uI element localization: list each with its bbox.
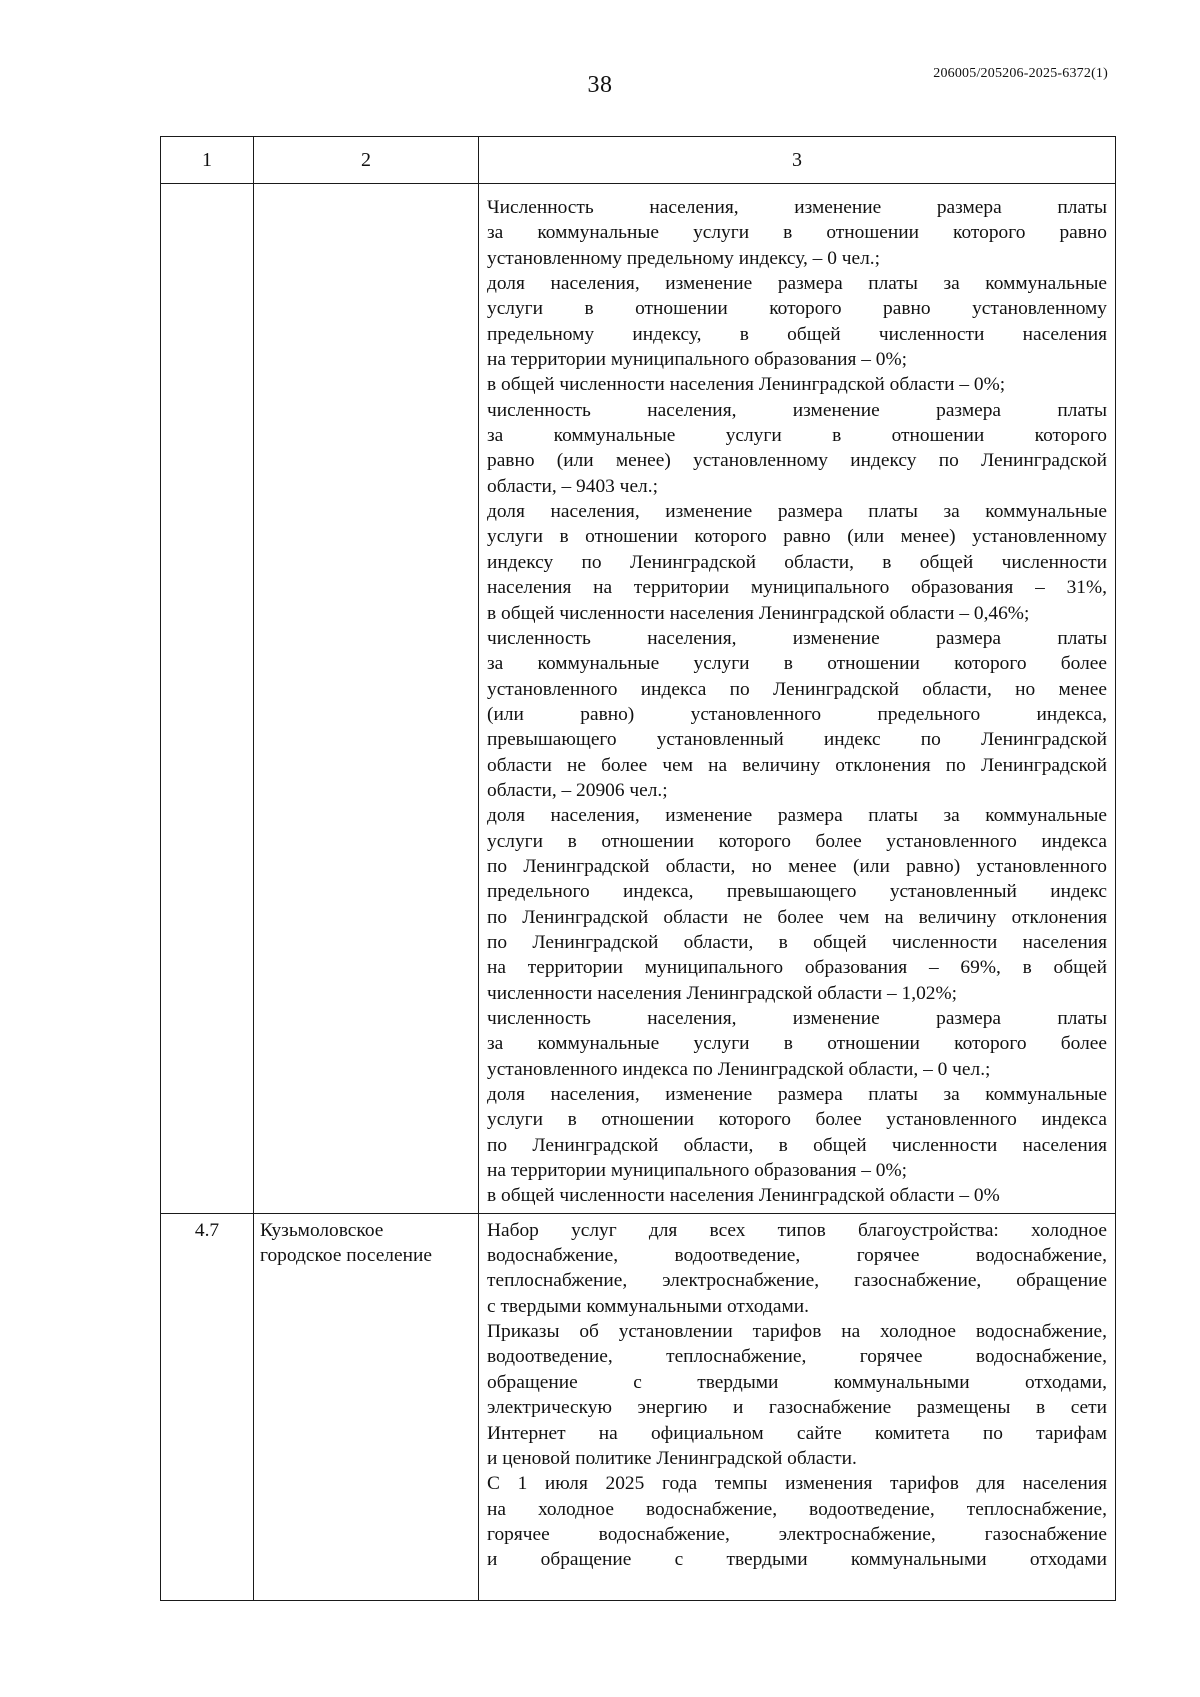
text-line: области, – 20906 чел.; xyxy=(487,779,668,801)
text-line: Приказы об установлении тарифов на холодное водоснабжение, xyxy=(487,1321,1107,1343)
table-row xyxy=(161,1213,1116,1600)
text-line: доля населения, изменение размера платы за коммунальные xyxy=(487,1084,1107,1106)
text-line: предельному индексу, в общей численности населения xyxy=(487,323,1107,345)
text-line: на территории муниципального образования – 0%; xyxy=(487,1160,908,1182)
text-line: Интернет на официальном сайте комитета по тарифам xyxy=(487,1422,1107,1444)
table-header-row xyxy=(161,137,1116,184)
municipality-name-line: Кузьмоловское xyxy=(260,1219,384,1241)
municipality-name-line: городское поселение xyxy=(260,1245,432,1267)
text-line: предельного индекса, превышающего установленный индекс xyxy=(487,881,1107,903)
text-line: водоотведение, теплоснабжение, горячее водоснабжение, xyxy=(487,1346,1107,1368)
text-line: и ценовой политике Ленинградской области. xyxy=(487,1447,857,1469)
text-line: численности населения Ленинградской области – 1,02%; xyxy=(487,982,958,1004)
page-number: 38 xyxy=(587,72,613,98)
municipality-name-cell xyxy=(254,1213,479,1600)
column-header-3: 3 xyxy=(479,137,1116,184)
column-header-1: 1 xyxy=(161,137,254,184)
text-line: превышающего установленный индекс по Ленинградской xyxy=(487,729,1107,751)
tariff-table xyxy=(160,136,1116,1601)
table-row xyxy=(161,184,1116,1214)
text-line: доля населения, изменение размера платы за коммунальные xyxy=(487,805,1107,827)
indicator-text-cell xyxy=(479,184,1116,1214)
text-line: в общей численности населения Ленинградской области – 0% xyxy=(487,1185,1000,1207)
text-line: горячее водоснабжение, электроснабжение, газоснабжение xyxy=(487,1523,1107,1545)
text-line: с твердыми коммунальными отходами. xyxy=(487,1295,809,1317)
text-line: населения на территории муниципального образования – 31%, xyxy=(487,577,1107,599)
text-line: численность населения, изменение размера платы xyxy=(487,1008,1107,1029)
text-line: области, – 9403 чел.; xyxy=(487,475,658,497)
text-line: и обращение с твердыми коммунальными отходами xyxy=(487,1549,1107,1571)
text-line: электрическую энергию и газоснабжение размещены в сети xyxy=(487,1397,1107,1419)
text-line: С 1 июля 2025 года темпы изменения тарифов для населения xyxy=(487,1473,1107,1495)
text-line: в общей численности населения Ленинградской области – 0%; xyxy=(487,374,1006,396)
text-line: теплоснабжение, электроснабжение, газоснабжение, обращение xyxy=(487,1270,1107,1292)
text-line: по Ленинградской области, в общей численности населения xyxy=(487,931,1107,953)
text-line: доля населения, изменение размера платы за коммунальные xyxy=(487,501,1107,523)
text-line: (или равно) установленного предельного индекса, xyxy=(487,703,1107,725)
text-line: водоснабжение, водоотведение, горячее водоснабжение, xyxy=(487,1245,1107,1267)
text-line: Численность населения, изменение размера платы xyxy=(487,197,1107,218)
municipality-name-cell xyxy=(254,184,479,1214)
text-line: за коммунальные услуги в отношении которого равно xyxy=(487,222,1107,244)
text-line: за коммунальные услуги в отношении которого более xyxy=(487,1033,1107,1055)
text-line: доля населения, изменение размера платы за коммунальные xyxy=(487,273,1107,295)
text-line: услуги в отношении которого равно установленному xyxy=(487,298,1107,320)
row-number-cell xyxy=(161,184,254,1214)
row-number-cell: 4.7 xyxy=(161,1213,254,1600)
text-line: по Ленинградской области не более чем на величину отклонения xyxy=(487,906,1107,928)
text-line: за коммунальные услуги в отношении которого xyxy=(487,425,1107,447)
text-line: установленного индекса по Ленинградской области, – 0 чел.; xyxy=(487,1058,991,1080)
text-line: Набор услуг для всех типов благоустройства: холодное xyxy=(487,1219,1107,1241)
text-line: индексу по Ленинградской области, в общей численности xyxy=(487,551,1107,573)
tariff-description-cell xyxy=(479,1213,1116,1600)
text-line: на холодное водоснабжение, водоотведение, теплоснабжение, xyxy=(487,1498,1107,1520)
text-line: по Ленинградской области, но менее (или равно) установленного xyxy=(487,855,1107,877)
text-line: по Ленинградской области, в общей численности населения xyxy=(487,1134,1107,1156)
text-line: за коммунальные услуги в отношении которого более xyxy=(487,653,1107,675)
text-line: равно (или менее) установленному индексу по Ленинградской xyxy=(487,450,1107,472)
text-line: численность населения, изменение размера платы xyxy=(487,399,1107,421)
text-line: услуги в отношении которого более установленного индекса xyxy=(487,1109,1107,1131)
text-line: услуги в отношении которого равно (или менее) установленному xyxy=(487,526,1107,548)
document-code: 206005/205206-2025-6372(1) xyxy=(933,66,1108,81)
text-line: на территории муниципального образования – 0%; xyxy=(487,349,908,371)
text-line: обращение с твердыми коммунальными отходами, xyxy=(487,1371,1107,1393)
column-header-2: 2 xyxy=(254,137,479,184)
text-line: численность населения, изменение размера платы xyxy=(487,627,1107,649)
text-line: услуги в отношении которого более установленного индекса xyxy=(487,830,1107,852)
text-line: области не более чем на величину отклонения по Ленинградской xyxy=(487,754,1107,776)
text-line: установленного индекса по Ленинградской области, но менее xyxy=(487,678,1107,700)
text-line: установленному предельному индексу, – 0 чел.; xyxy=(487,247,881,269)
text-line: на территории муниципального образования – 69%, в общей xyxy=(487,957,1107,979)
text-line: в общей численности населения Ленинградской области – 0,46%; xyxy=(487,602,1030,624)
